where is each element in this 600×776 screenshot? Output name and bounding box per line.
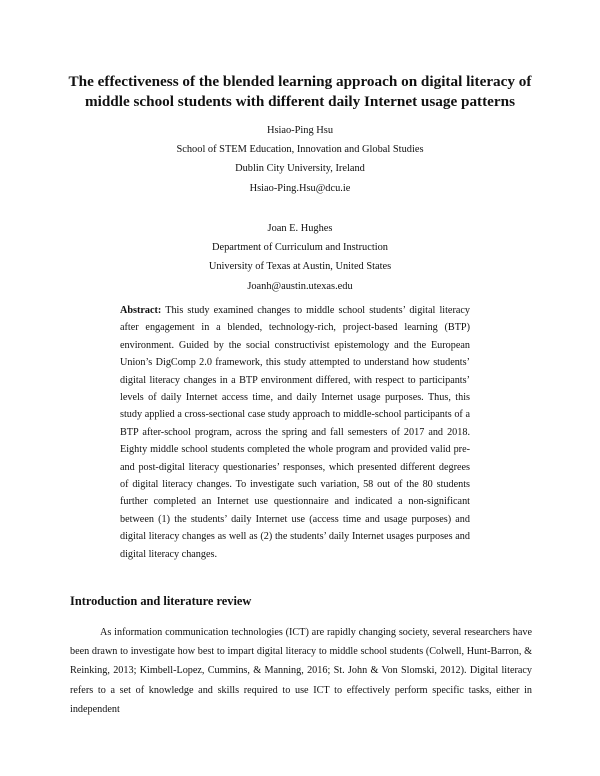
author-1 (100, 121, 500, 198)
author-institution: Dublin City University, Ireland (235, 163, 365, 175)
author-name: Hsiao-Ping Hsu (266, 125, 334, 136)
title-line-2: middle school students with different daily Internet usage patterns (84, 93, 516, 110)
section-heading: Introduction and literature review (70, 594, 252, 608)
author-2 (100, 219, 500, 296)
author-department: School of STEM Education, Innovation and Global Studies (176, 144, 424, 156)
abstract-label: Abstract: (120, 305, 162, 316)
title-line-1: The effectiveness of the blended learning approach on digital literacy of (68, 73, 532, 90)
author-name: Joan E. Hughes (267, 223, 333, 234)
author-email: Hsiao-Ping.Hsu@dcu.ie (249, 182, 351, 194)
intro-paragraph: As information communication technologies (ICT) are rapidly changing society, several researchers have been drawn to investigate how best to impart digital literacy to middle school students (Colwell, Hunt-Barron, & Reinking, 2013; Kimbell-Lopez, Cummins, & Manning, 2016; St. John & Von Slomski, 2012). Digital literacy refers to a set of knowledge and skills required to use ICT to effectively perform specific tasks, either in independent (70, 627, 532, 715)
abstract-text: This study examined changes to middle school students’ digital literacy after engagement in a blended, technology-rich, project-based learning (BTP) environment. Guided by the social constructivist epistemology and the European Union’s DigComp 2.0 framework, this study attempted to understand how students’ digital literacy changes in a BTP environment differed, with respect to participants’ levels of daily Internet access time, and daily Internet usage purposes. Thus, this study applied a cross-sectional case study approach to middle-school participants of a BTP after-school program, across the spring and fall semesters of 2017 and 2018. Eighty middle school students completed the whole program and provided valid pre- and post-digital literacy questionaries’ responses, which presented different degrees of digital literacy changes. To investigate such variation, 58 out of the 80 students further completed an Internet use questionnaire and indicated a non-significant between (1) the students’ daily Internet use (access time and usage purposes) and digital literacy changes as well as (2) the students’ daily Internet usages purposes and digital literacy changes. (120, 305, 470, 560)
author-department: Department of Curriculum and Instruction (211, 242, 389, 254)
author-institution: University of Texas at Austin, United States (208, 261, 392, 273)
paper-title (60, 72, 540, 112)
author-email: Joanh@austin.utexas.edu (247, 280, 353, 292)
abstract (120, 302, 470, 563)
